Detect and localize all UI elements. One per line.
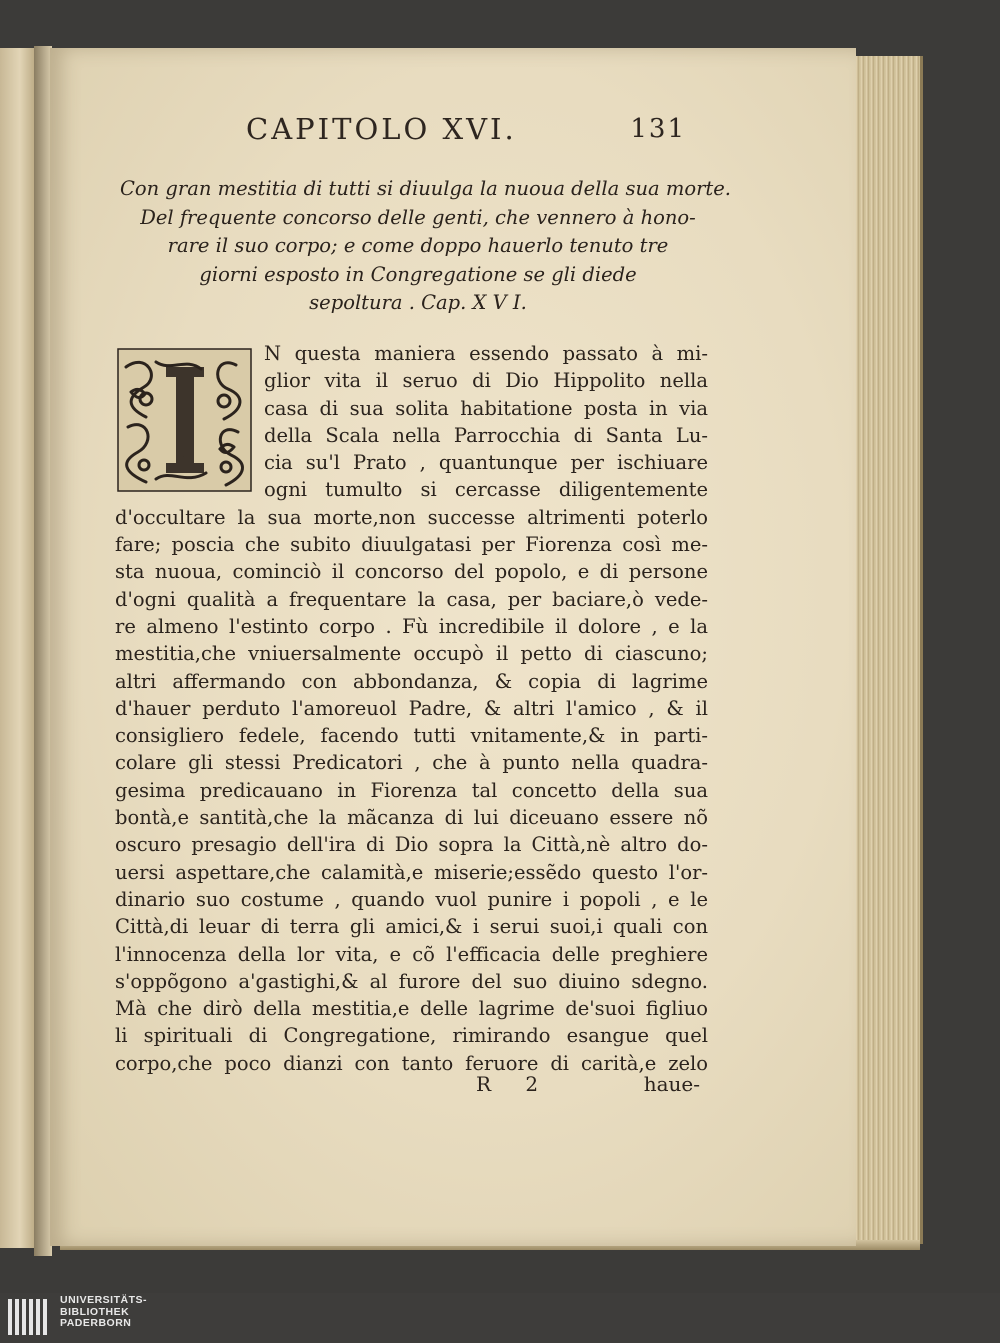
text-line: altri affermando con abbondanza, & copia di lagrime [115,669,708,693]
library-footer [0,1293,1000,1343]
text-line: bontà,e santità,che la mãcanza di lui diceuano essere nõ [115,806,708,830]
page-footer-marks [470,1072,700,1102]
heading-line: Con gran mestitia di tutti si diuulga la nuoua della sua morte. [120,177,731,200]
text-line: Mà che dirò della mestitia,e delle lagrime de'suoi figliuo [115,997,708,1021]
catchword: haue- [643,1072,700,1096]
text-line: glior vita il seruo di Dio Hippolito nella [264,369,708,393]
heading-line: sepoltura . Cap. X V I. [309,291,527,314]
text-line: Città,di leuar di terra gli amici,& i serui suoi,i quali con [115,915,708,939]
text-line: della Scala nella Parrocchia di Santa Lu- [264,423,708,447]
text-line: sta nuoua, cominciò il concorso del popolo, e di persone [115,560,708,584]
text-line: corpo,che poco dianzi con tanto feruore di carità,e zelo [115,1051,708,1075]
text-line: d'ogni qualità a frequentare la casa, per baciare,ò vede- [115,587,708,611]
text-line: li spirituali di Congregatione, rimirando esangue quel [115,1024,708,1048]
chapter-title: CAPITOLO XVI. [246,112,517,146]
text-line: oscuro presagio dell'ira di Dio sopra la Città,nè altro do- [115,833,708,857]
page-number: 131 [630,114,686,144]
text-line: l'innocenza della lor vita, e cõ l'efficacia delle preghiere [115,942,708,966]
heading-line: rare il suo corpo; e come doppo hauerlo tenuto tre [167,234,669,257]
text-line: d'occultare la sua morte,non successe altrimenti poterlo [115,505,708,529]
library-name [60,1295,147,1330]
library-name-line: UNIVERSITÄTS- [60,1294,148,1306]
heading-line: Del frequente concorso delle genti, che vennero à hono- [140,205,696,229]
text-line: consigliero fedele, facendo tutti vnitamente,& in parti- [115,724,708,748]
text-line: s'oppõgono a'gastighi,& al furore del suo diuino sdegno. [115,969,708,993]
text-line: uersi aspettare,che calamità,e miserie;essẽdo questo l'or- [115,860,708,884]
running-header [246,112,686,152]
chapter-heading [120,175,731,318]
heading-line: giorni esposto in Congregatione se gli diede [199,262,637,286]
previous-page-edge [0,48,36,1248]
initial-letter-text: I [183,457,185,458]
text-line: colare gli stessi Predicatori , che à punto nella quadra- [115,751,708,775]
library-name-line: PADERBORN [60,1317,132,1329]
text-line: gesima predicauano in Fiorenza tal concetto della sua [115,778,708,802]
text-line: d'hauer perduto l'amoreuol Padre, & altri l'amico , & il [115,696,708,720]
page-edges [850,56,923,1244]
text-line: re almeno l'estinto corpo . Fù incredibile il dolore , e la [115,614,708,638]
text-line: casa di sua solita habitatione posta in via [264,396,708,420]
signature-mark: R 2 [476,1072,553,1096]
text-line: fare; poscia che subito diuulgatasi per Fiorenza così me- [115,533,708,557]
text-line: N questa maniera essendo passato à mi- [264,342,708,365]
body-text [115,340,708,1077]
library-logo-icon [6,1295,52,1341]
library-name-line: BIBLIOTHEK [60,1305,130,1318]
text-line: ogni tumulto si cercasse diligentemente [264,478,708,502]
text-line: mestitia,che vniuersalmente occupò il petto di ciascuno; [115,642,708,666]
text-line: dinario suo costume , quando vuol punire i popoli , e le [115,887,708,911]
text-line: cia su'l Prato , quantunque per ischiuare [264,451,708,475]
